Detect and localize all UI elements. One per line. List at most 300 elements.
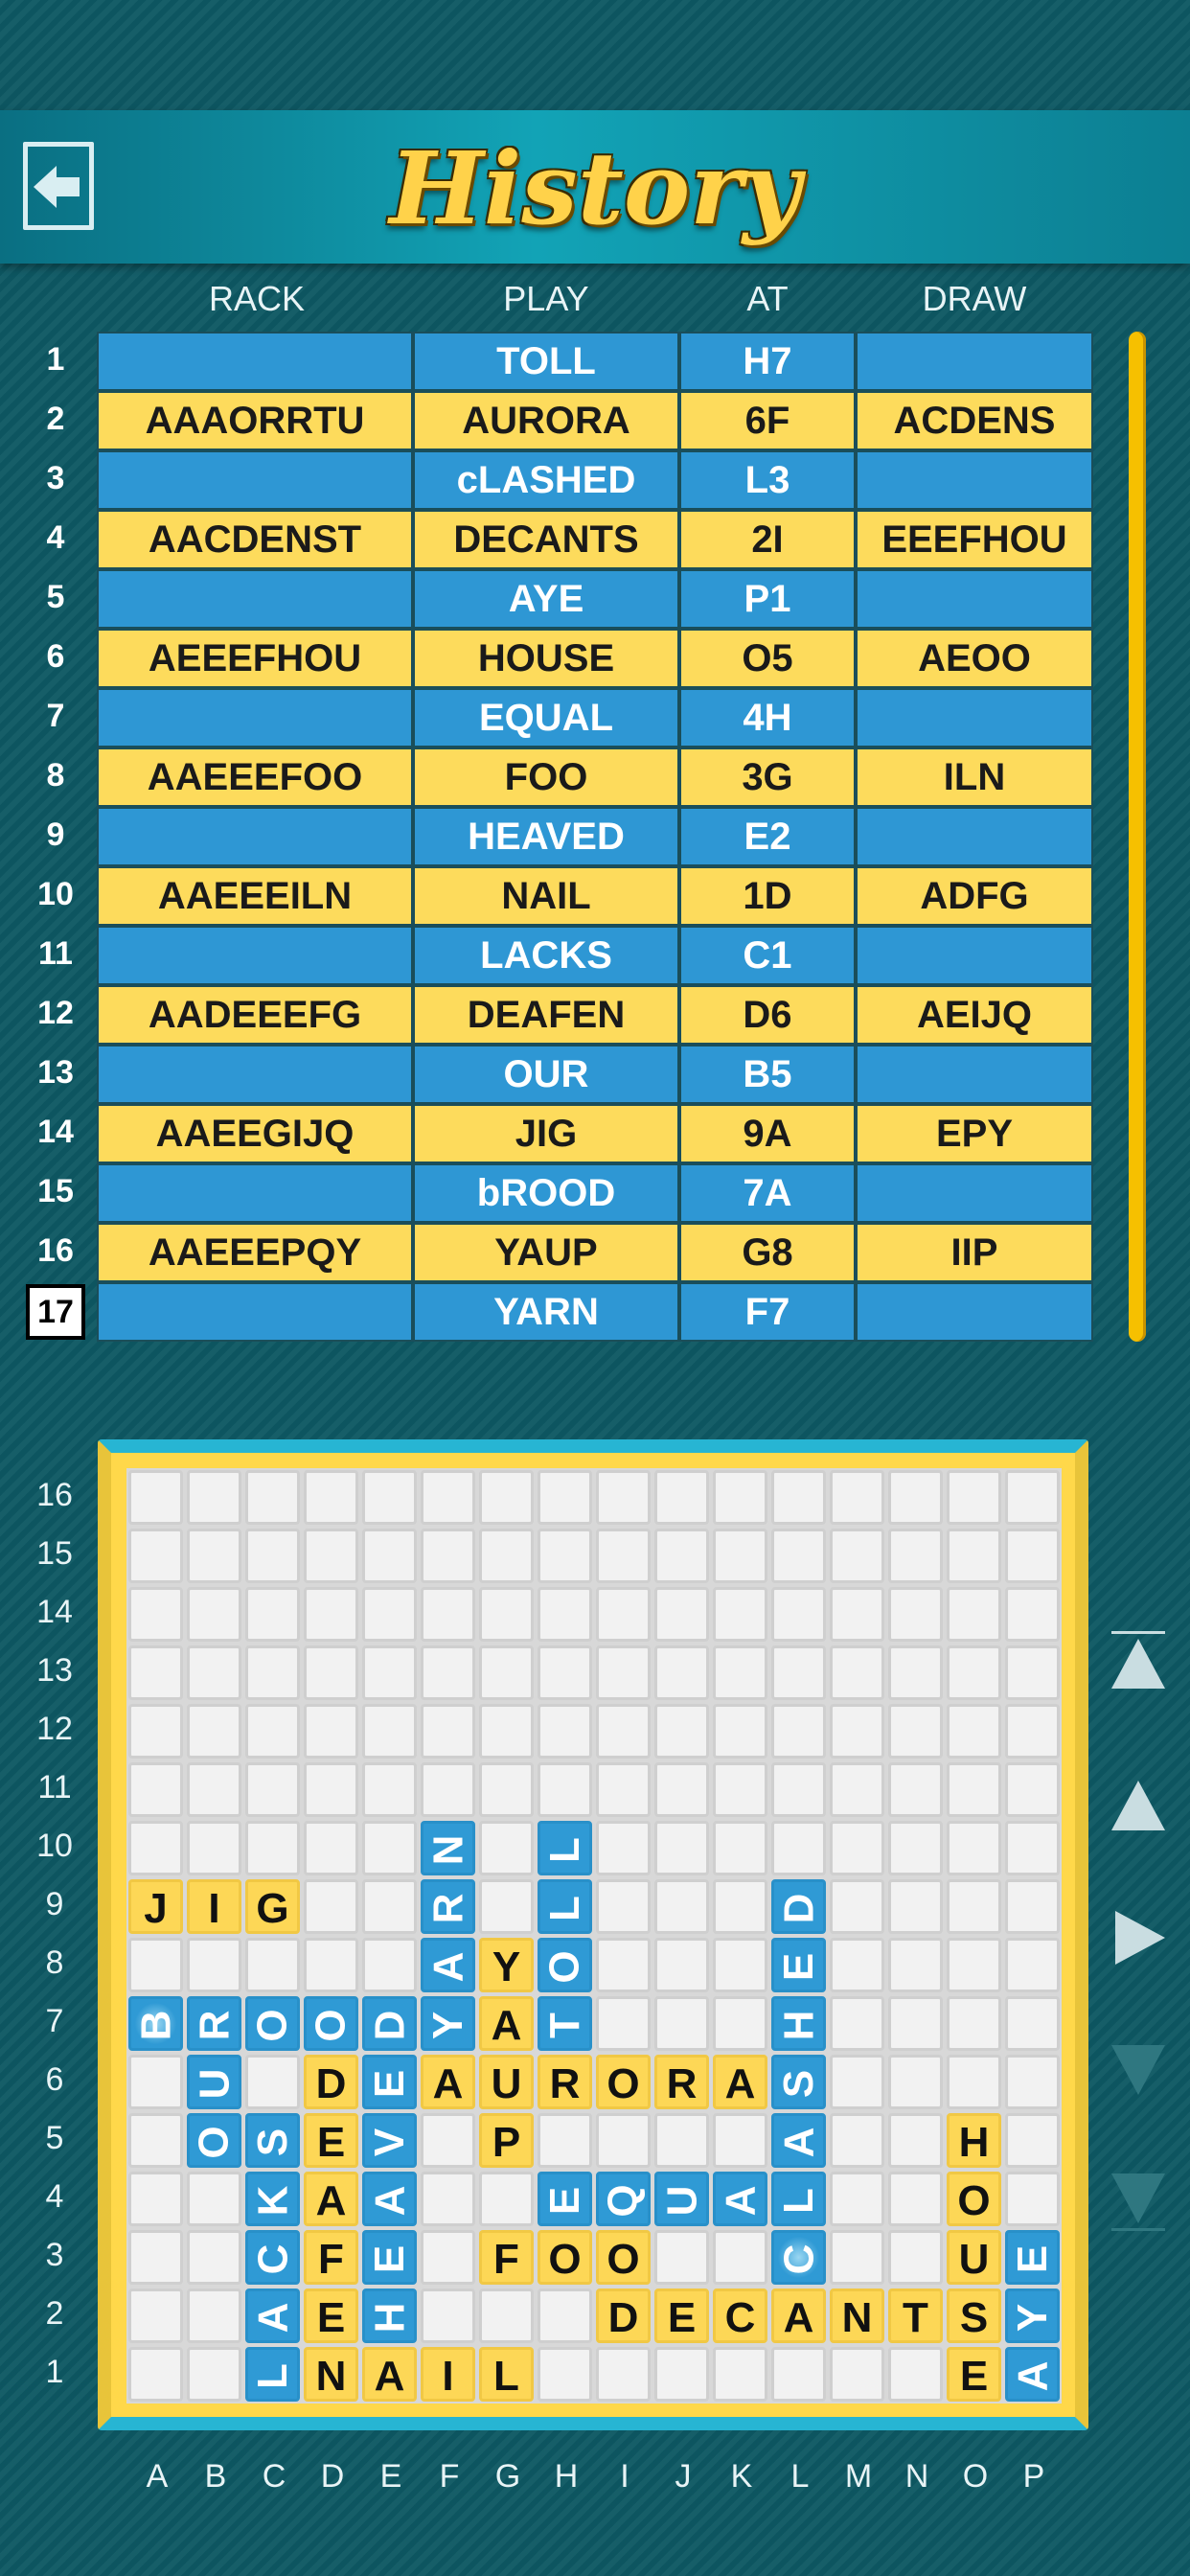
board-tile[interactable]	[947, 2288, 1001, 2343]
board-square[interactable]	[362, 1587, 417, 1642]
board-square[interactable]	[421, 1470, 475, 1525]
board-square[interactable]	[596, 1762, 651, 1817]
board-square[interactable]	[713, 2113, 767, 2168]
board-square[interactable]	[888, 2230, 943, 2285]
board-square[interactable]	[245, 1821, 300, 1875]
board-tile[interactable]	[245, 2172, 300, 2226]
row-number: 10	[37, 876, 74, 912]
board-square[interactable]	[596, 2347, 651, 2402]
board-square[interactable]	[362, 1470, 417, 1525]
board-square[interactable]	[947, 1821, 1001, 1875]
board-square[interactable]	[1005, 2055, 1060, 2109]
board-tile[interactable]	[304, 2230, 358, 2285]
board-tile[interactable]	[713, 2288, 767, 2343]
board-square[interactable]	[304, 1938, 358, 1992]
board-square[interactable]	[830, 1529, 884, 1583]
board-square[interactable]	[888, 1938, 943, 1992]
board-square[interactable]	[713, 1470, 767, 1525]
board-tile[interactable]	[128, 1996, 183, 2051]
board-square[interactable]	[771, 1587, 826, 1642]
board-square[interactable]	[888, 1645, 943, 1700]
board-square[interactable]	[1005, 1821, 1060, 1875]
board-tile[interactable]	[947, 2113, 1001, 2168]
cell-draw: AEIJQ	[856, 985, 1093, 1045]
board-square[interactable]	[538, 1587, 592, 1642]
board-square[interactable]	[245, 1470, 300, 1525]
board-tile[interactable]	[771, 1938, 826, 1992]
board-tile[interactable]	[947, 2172, 1001, 2226]
board-square[interactable]	[1005, 2172, 1060, 2226]
board-tile[interactable]	[538, 1996, 592, 2051]
board-tile[interactable]	[304, 2347, 358, 2402]
board-square[interactable]	[362, 1821, 417, 1875]
board-square[interactable]	[304, 1704, 358, 1759]
board-square[interactable]	[947, 1587, 1001, 1642]
cell-at: F7	[679, 1282, 856, 1342]
board-tile[interactable]	[538, 2055, 592, 2109]
row-number: 6	[46, 638, 65, 675]
tile-letter: A	[724, 2060, 756, 2107]
board-square[interactable]	[538, 1645, 592, 1700]
board-tile[interactable]	[304, 2288, 358, 2343]
board-square[interactable]	[1005, 1587, 1060, 1642]
first-move-icon[interactable]	[1108, 1629, 1169, 1690]
board-square[interactable]	[830, 2172, 884, 2226]
board-tile[interactable]	[538, 1821, 592, 1875]
board-square[interactable]	[187, 1529, 241, 1583]
board-square[interactable]	[245, 1529, 300, 1583]
board-square[interactable]	[1005, 1938, 1060, 1992]
board-square[interactable]	[187, 1587, 241, 1642]
board-square[interactable]	[654, 2230, 709, 2285]
board-square[interactable]	[771, 1704, 826, 1759]
board-tile[interactable]	[304, 2113, 358, 2168]
board-square[interactable]	[830, 1645, 884, 1700]
board-square[interactable]	[421, 1587, 475, 1642]
board-square[interactable]	[128, 2055, 183, 2109]
board-square[interactable]	[947, 1996, 1001, 2051]
board-square[interactable]	[596, 1879, 651, 1934]
board-square[interactable]	[362, 1529, 417, 1583]
board-square[interactable]	[128, 1938, 183, 1992]
board-square[interactable]	[596, 1470, 651, 1525]
file-label: C	[262, 2458, 286, 2495]
board-tile[interactable]	[245, 2347, 300, 2402]
board-square[interactable]	[947, 1762, 1001, 1817]
board-square[interactable]	[304, 1470, 358, 1525]
board-square[interactable]	[713, 1645, 767, 1700]
board-square[interactable]	[479, 2288, 534, 2343]
board-square[interactable]	[713, 1529, 767, 1583]
board-square[interactable]	[888, 2055, 943, 2109]
board-square[interactable]	[245, 1645, 300, 1700]
board-square[interactable]	[888, 1762, 943, 1817]
board-square[interactable]	[538, 1470, 592, 1525]
board-square[interactable]	[596, 1587, 651, 1642]
board-square[interactable]	[888, 1821, 943, 1875]
board-square[interactable]	[245, 1762, 300, 1817]
board-tile[interactable]	[245, 1879, 300, 1934]
board-tile[interactable]	[362, 2113, 417, 2168]
board-tile[interactable]	[771, 2113, 826, 2168]
board-tile[interactable]	[538, 2172, 592, 2226]
board-square[interactable]	[654, 1645, 709, 1700]
cell-at: 2I	[679, 510, 856, 569]
tile-letter: Q	[599, 2184, 647, 2218]
board-square[interactable]	[771, 1529, 826, 1583]
board-square[interactable]	[654, 1704, 709, 1759]
row-number: 4	[46, 519, 65, 556]
board-tile[interactable]	[362, 2055, 417, 2109]
board-square[interactable]	[888, 1529, 943, 1583]
board-square[interactable]	[1005, 1529, 1060, 1583]
board-square[interactable]	[187, 1821, 241, 1875]
board-square[interactable]	[304, 1879, 358, 1934]
board-square[interactable]	[1005, 1996, 1060, 2051]
board-square[interactable]	[128, 2347, 183, 2402]
board-square[interactable]	[479, 1821, 534, 1875]
board-tile[interactable]	[304, 1996, 358, 2051]
board-square[interactable]	[128, 2230, 183, 2285]
board-square[interactable]	[187, 2347, 241, 2402]
board-square[interactable]	[888, 1879, 943, 1934]
cell-at: H7	[679, 332, 856, 391]
board-tile[interactable]	[713, 2055, 767, 2109]
board-square[interactable]	[128, 2288, 183, 2343]
board-tile[interactable]	[654, 2288, 709, 2343]
board-square[interactable]	[128, 1704, 183, 1759]
board-square[interactable]	[187, 1470, 241, 1525]
board-square[interactable]	[596, 1529, 651, 1583]
board-tile[interactable]	[304, 2055, 358, 2109]
board-square[interactable]	[187, 1645, 241, 1700]
board-tile[interactable]	[771, 2055, 826, 2109]
board-tile[interactable]	[830, 2288, 884, 2343]
board-square[interactable]	[830, 1996, 884, 2051]
board-square[interactable]	[421, 2113, 475, 2168]
board-tile[interactable]	[421, 1938, 475, 1992]
board-square[interactable]	[245, 1587, 300, 1642]
board-square[interactable]	[538, 1704, 592, 1759]
cell-play: bROOD	[413, 1163, 679, 1223]
board-square[interactable]	[654, 1879, 709, 1934]
board-square[interactable]	[771, 1762, 826, 1817]
board-square[interactable]	[888, 2113, 943, 2168]
board-square[interactable]	[713, 2230, 767, 2285]
board-square[interactable]	[128, 2113, 183, 2168]
board-square[interactable]	[187, 1938, 241, 1992]
board-square[interactable]	[713, 1704, 767, 1759]
board-square[interactable]	[596, 1938, 651, 1992]
board-square[interactable]	[830, 1587, 884, 1642]
board-tile[interactable]	[1005, 2288, 1060, 2343]
board-square[interactable]	[830, 2113, 884, 2168]
tile-letter: O	[190, 2126, 238, 2159]
board-tile[interactable]	[479, 2113, 534, 2168]
board-square[interactable]	[713, 1821, 767, 1875]
board-tile[interactable]	[654, 2172, 709, 2226]
board-tile[interactable]	[128, 1879, 183, 1934]
board-square[interactable]	[713, 1938, 767, 1992]
board-square[interactable]	[654, 1762, 709, 1817]
board-square[interactable]	[1005, 2113, 1060, 2168]
board-square[interactable]	[362, 1762, 417, 1817]
board-square[interactable]	[128, 1529, 183, 1583]
last-move-icon[interactable]	[1108, 2172, 1169, 2233]
board-tile[interactable]	[421, 1996, 475, 2051]
board-square[interactable]	[245, 2055, 300, 2109]
board-square[interactable]	[1005, 1762, 1060, 1817]
board-tile[interactable]	[187, 2113, 241, 2168]
board-tile[interactable]	[187, 1996, 241, 2051]
board-tile[interactable]	[362, 2347, 417, 2402]
board-square[interactable]	[421, 1645, 475, 1700]
file-label: O	[962, 2458, 989, 2495]
board-square[interactable]	[654, 1587, 709, 1642]
board-tile[interactable]	[1005, 2347, 1060, 2402]
board-tile[interactable]	[479, 1996, 534, 2051]
board-square[interactable]	[538, 2113, 592, 2168]
board-square[interactable]	[187, 2172, 241, 2226]
board-tile[interactable]	[713, 2172, 767, 2226]
board-tile[interactable]	[771, 2288, 826, 2343]
tile-letter: E	[365, 2069, 413, 2099]
board-square[interactable]	[596, 1704, 651, 1759]
board-square[interactable]	[362, 1938, 417, 1992]
board-square[interactable]	[421, 2172, 475, 2226]
board-square[interactable]	[830, 1938, 884, 1992]
board-square[interactable]	[888, 1587, 943, 1642]
board-square[interactable]	[538, 2288, 592, 2343]
board-square[interactable]	[654, 1938, 709, 1992]
row-number: 13	[37, 1054, 74, 1091]
board-tile[interactable]	[362, 2288, 417, 2343]
rank-label: 10	[36, 1828, 73, 1864]
board-square[interactable]	[538, 2347, 592, 2402]
board-square[interactable]	[654, 2113, 709, 2168]
board-square[interactable]	[187, 1762, 241, 1817]
board-tile[interactable]	[421, 2055, 475, 2109]
board-tile[interactable]	[596, 2055, 651, 2109]
board-square[interactable]	[1005, 1704, 1060, 1759]
board-square[interactable]	[304, 1821, 358, 1875]
board-tile[interactable]	[421, 2347, 475, 2402]
board-square[interactable]	[830, 2347, 884, 2402]
board-tile[interactable]	[421, 1821, 475, 1875]
board-square[interactable]	[654, 1470, 709, 1525]
tile-letter: V	[365, 2128, 413, 2157]
board-tile[interactable]	[1005, 2230, 1060, 2285]
board-square[interactable]	[713, 1996, 767, 2051]
board-tile[interactable]	[538, 1938, 592, 1992]
board-square[interactable]	[771, 1470, 826, 1525]
tile-letter: O	[957, 2177, 991, 2224]
board-tile[interactable]	[479, 2055, 534, 2109]
board-square[interactable]	[1005, 1645, 1060, 1700]
board-square[interactable]	[128, 1587, 183, 1642]
board-square[interactable]	[830, 1470, 884, 1525]
tile-letter: S	[248, 2128, 296, 2157]
board-square[interactable]	[596, 1645, 651, 1700]
board-square[interactable]	[304, 1762, 358, 1817]
board-tile[interactable]	[245, 2230, 300, 2285]
board-square[interactable]	[245, 1704, 300, 1759]
board-square[interactable]	[771, 1821, 826, 1875]
board-tile[interactable]	[245, 2113, 300, 2168]
board-square[interactable]	[830, 1762, 884, 1817]
board-tile[interactable]	[654, 2055, 709, 2109]
board-tile[interactable]	[187, 2055, 241, 2109]
board-square[interactable]	[713, 1587, 767, 1642]
board-square[interactable]	[947, 1529, 1001, 1583]
board-tile[interactable]	[362, 1996, 417, 2051]
board-tile[interactable]	[421, 1879, 475, 1934]
board-square[interactable]	[830, 2230, 884, 2285]
board-square[interactable]	[830, 1821, 884, 1875]
board-square[interactable]	[187, 2288, 241, 2343]
cell-at: 3G	[679, 748, 856, 807]
play-icon[interactable]	[1108, 1907, 1169, 1968]
tile-letter: D	[315, 2060, 347, 2107]
board-square[interactable]	[304, 1529, 358, 1583]
cell-rack: AAAORRTU	[97, 391, 413, 450]
board-square[interactable]	[479, 1529, 534, 1583]
board-square[interactable]	[888, 2172, 943, 2226]
board-square[interactable]	[421, 1762, 475, 1817]
board-tile[interactable]	[771, 1996, 826, 2051]
board-square[interactable]	[479, 1470, 534, 1525]
cell-draw	[856, 688, 1093, 748]
board-tile[interactable]	[479, 2347, 534, 2402]
board-square[interactable]	[479, 1704, 534, 1759]
cell-at: 7A	[679, 1163, 856, 1223]
board-square[interactable]	[596, 1821, 651, 1875]
board-square[interactable]	[187, 1704, 241, 1759]
board-square[interactable]	[771, 2347, 826, 2402]
board-square[interactable]	[362, 1645, 417, 1700]
board-square[interactable]	[888, 1996, 943, 2051]
board-square[interactable]	[421, 2288, 475, 2343]
board-tile[interactable]	[479, 1938, 534, 1992]
tile-letter: Y	[1008, 2303, 1056, 2333]
board-square[interactable]	[947, 1645, 1001, 1700]
board-square[interactable]	[479, 1762, 534, 1817]
board-square[interactable]	[654, 1821, 709, 1875]
tile-letter: O	[548, 2236, 582, 2283]
rank-label: 9	[45, 1886, 64, 1922]
board-square[interactable]	[654, 1529, 709, 1583]
board-square[interactable]	[421, 1704, 475, 1759]
tile-letter: D	[607, 2294, 639, 2341]
board-square[interactable]	[1005, 1470, 1060, 1525]
board-square[interactable]	[128, 1821, 183, 1875]
tile-letter: O	[307, 2009, 355, 2042]
board-square[interactable]	[538, 1762, 592, 1817]
board-tile[interactable]	[771, 2230, 826, 2285]
board-tile[interactable]	[187, 1879, 241, 1934]
board-square[interactable]	[479, 1587, 534, 1642]
board-square[interactable]	[713, 1879, 767, 1934]
board-tile[interactable]	[538, 2230, 592, 2285]
board-tile[interactable]	[245, 1996, 300, 2051]
board-square[interactable]	[362, 1704, 417, 1759]
history-scrollbar[interactable]	[1129, 332, 1146, 1342]
rank-label: 5	[45, 2120, 64, 2156]
board-tile[interactable]	[479, 2230, 534, 2285]
tile-letter: Y	[492, 1944, 521, 1990]
board-square[interactable]	[304, 1645, 358, 1700]
cell-play: HOUSE	[413, 629, 679, 688]
board-square[interactable]	[947, 1470, 1001, 1525]
board-tile[interactable]	[596, 2172, 651, 2226]
board-square[interactable]	[888, 1704, 943, 1759]
board-square[interactable]	[245, 1938, 300, 1992]
board-square[interactable]	[479, 1879, 534, 1934]
board-square[interactable]	[888, 2347, 943, 2402]
cell-draw: EPY	[856, 1104, 1093, 1163]
previous-move-icon[interactable]	[1108, 1775, 1169, 1836]
board-square[interactable]	[888, 1470, 943, 1525]
board-tile[interactable]	[304, 2172, 358, 2226]
board-square[interactable]	[596, 2113, 651, 2168]
board-square[interactable]	[128, 1762, 183, 1817]
board-tile[interactable]	[947, 2230, 1001, 2285]
board-square[interactable]	[128, 2172, 183, 2226]
board-tile[interactable]	[362, 2230, 417, 2285]
board-square[interactable]	[538, 1529, 592, 1583]
board-tile[interactable]	[362, 2172, 417, 2226]
board-tile[interactable]	[596, 2230, 651, 2285]
board-square[interactable]	[362, 1879, 417, 1934]
board-square[interactable]	[479, 2172, 534, 2226]
board-tile[interactable]	[888, 2288, 943, 2343]
cell-rack	[97, 1282, 413, 1342]
cell-rack	[97, 332, 413, 391]
board-square[interactable]	[830, 1879, 884, 1934]
board-tile[interactable]	[947, 2347, 1001, 2402]
board-tile[interactable]	[596, 2288, 651, 2343]
board-square[interactable]	[947, 1879, 1001, 1934]
board-square[interactable]	[654, 1996, 709, 2051]
board-square[interactable]	[654, 2347, 709, 2402]
board-square[interactable]	[187, 2230, 241, 2285]
board-square[interactable]	[1005, 1879, 1060, 1934]
board-square[interactable]	[713, 2347, 767, 2402]
board-square[interactable]	[128, 1645, 183, 1700]
board-square[interactable]	[596, 1996, 651, 2051]
board-square[interactable]	[713, 1762, 767, 1817]
rank-label: 2	[45, 2295, 64, 2332]
board-tile[interactable]	[771, 1879, 826, 1934]
board-square[interactable]	[947, 1704, 1001, 1759]
board-square[interactable]	[128, 1470, 183, 1525]
tile-letter: A	[374, 2353, 405, 2400]
board-tile[interactable]	[771, 2172, 826, 2226]
next-move-icon[interactable]	[1108, 2039, 1169, 2101]
board-tile[interactable]	[538, 1879, 592, 1934]
board-square[interactable]	[830, 1704, 884, 1759]
board-square[interactable]	[479, 1645, 534, 1700]
column-header-at: AT	[746, 279, 789, 318]
board-square[interactable]	[421, 1529, 475, 1583]
board-square[interactable]	[830, 2055, 884, 2109]
board-square[interactable]	[771, 1645, 826, 1700]
board-square[interactable]	[421, 2230, 475, 2285]
board-square[interactable]	[947, 1938, 1001, 1992]
board-square[interactable]	[304, 1587, 358, 1642]
board-square[interactable]	[947, 2055, 1001, 2109]
board-tile[interactable]	[245, 2288, 300, 2343]
